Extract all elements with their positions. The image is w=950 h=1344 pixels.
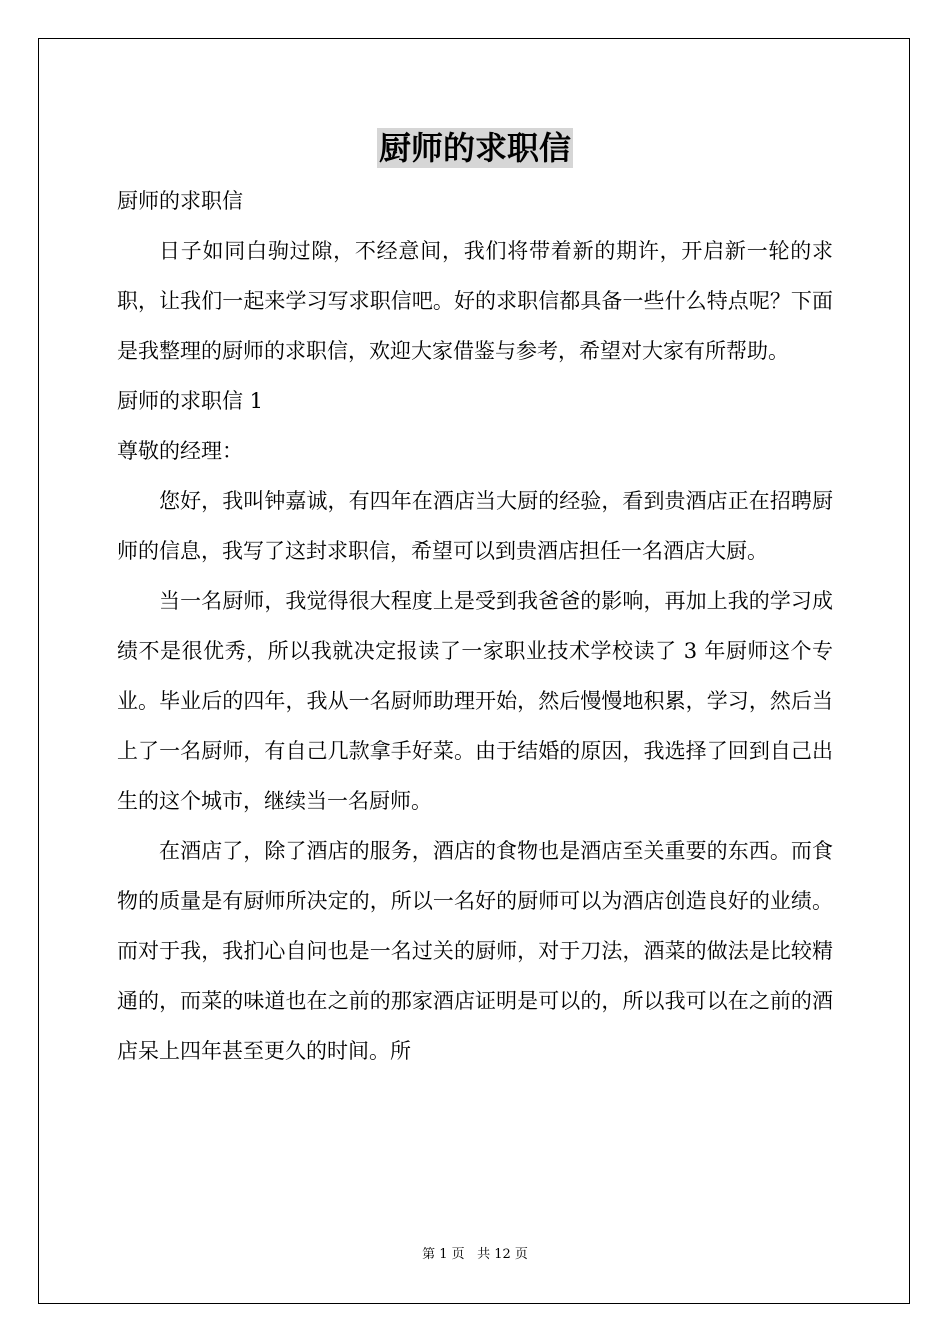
document-title: 厨师的求职信 [378,129,571,167]
title-container [0,128,950,168]
subtitle-line: 厨师的求职信 [117,189,243,213]
letter-heading: 厨师的求职信 1 [117,389,264,413]
body-paragraph: 当一名厨师，我觉得很大程度上是受到我爸爸的影响，再加上我的学习成绩不是很优秀，所以我就决定报读了一家职业技术学校读了 3 年厨师这个专业。毕业后的四年，我从一名厨师助理开始，然后慢慢地积累，学习，然后当上了一名厨师，有自己几款拿手好菜。由于结婚的原因，我选择了回到自己出生的这个城市，继续当一名厨师。 [117,589,833,813]
page-number: 第 1 页 [422,1247,465,1262]
page-footer [0,1246,950,1264]
body-paragraph: 在酒店了，除了酒店的服务，酒店的食物也是酒店至关重要的东西。而食物的质量是有厨师所决定的，所以一名好的厨师可以为酒店创造良好的业绩。而对于我，我扪心自问也是一名过关的厨师，对于刀法，酒菜的做法是比较精通的，而菜的味道也在之前的那家酒店证明是可以的，所以我可以在之前的酒店呆上四年甚至更久的时间。所 [117,839,833,1063]
page-total: 共 12 页 [477,1247,528,1262]
body-paragraph: 您好，我叫钟嘉诚，有四年在酒店当大厨的经验，看到贵酒店正在招聘厨师的信息，我写了这封求职信，希望可以到贵酒店担任一名酒店大厨。 [117,489,833,563]
document-body [117,176,833,1076]
intro-paragraph: 日子如同白驹过隙，不经意间，我们将带着新的期许，开启新一轮的求职，让我们一起来学习写求职信吧。好的求职信都具备一些什么特点呢？下面是我整理的厨师的求职信，欢迎大家借鉴与参考，希望对大家有所帮助。 [117,239,833,363]
salutation: 尊敬的经理： [117,439,243,463]
